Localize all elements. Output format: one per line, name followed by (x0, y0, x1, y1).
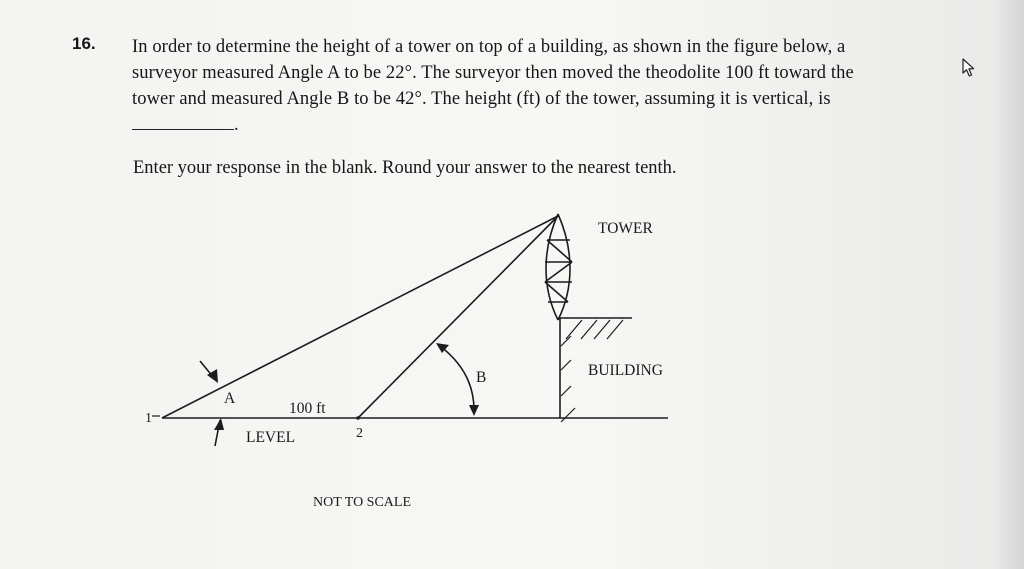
sight-line-a (162, 216, 558, 418)
answer-blank-period: . (234, 115, 239, 135)
point-2-label: 2 (356, 426, 363, 441)
sight-line-b (358, 216, 558, 418)
tower-label: TOWER (598, 220, 653, 237)
building-label: BUILDING (588, 362, 663, 379)
angle-b-label: B (476, 369, 487, 386)
question-line-2: surveyor measured Angle A to be 22°. The surveyor then moved the theodolite 100 ft toward the (132, 63, 854, 83)
roof-hatching (566, 320, 623, 339)
distance-label: 100 ft (289, 400, 326, 417)
question-line-3: tower and measured Angle B to be 42°. The height (ft) of the tower, assuming it is vertical, is (132, 89, 831, 109)
point-2-marker (356, 416, 360, 420)
angle-b-arrowhead-bottom (469, 405, 479, 416)
wall-hatching (561, 336, 575, 422)
question-line-1: In order to determine the height of a tower on top of a building, as shown in the figure below, a (132, 37, 846, 57)
instruction-text: Enter your response in the blank. Round your answer to the nearest tenth. (133, 158, 677, 178)
angle-a-arrowhead-bottom (214, 418, 224, 430)
angle-b-arc (440, 346, 474, 410)
level-label: LEVEL (246, 429, 296, 446)
question-number: 16. (72, 34, 96, 53)
point-1-label: 1 (145, 411, 152, 426)
scale-note: NOT TO SCALE (313, 495, 412, 510)
angle-a-label: A (224, 390, 236, 407)
tower-structure (545, 214, 572, 320)
